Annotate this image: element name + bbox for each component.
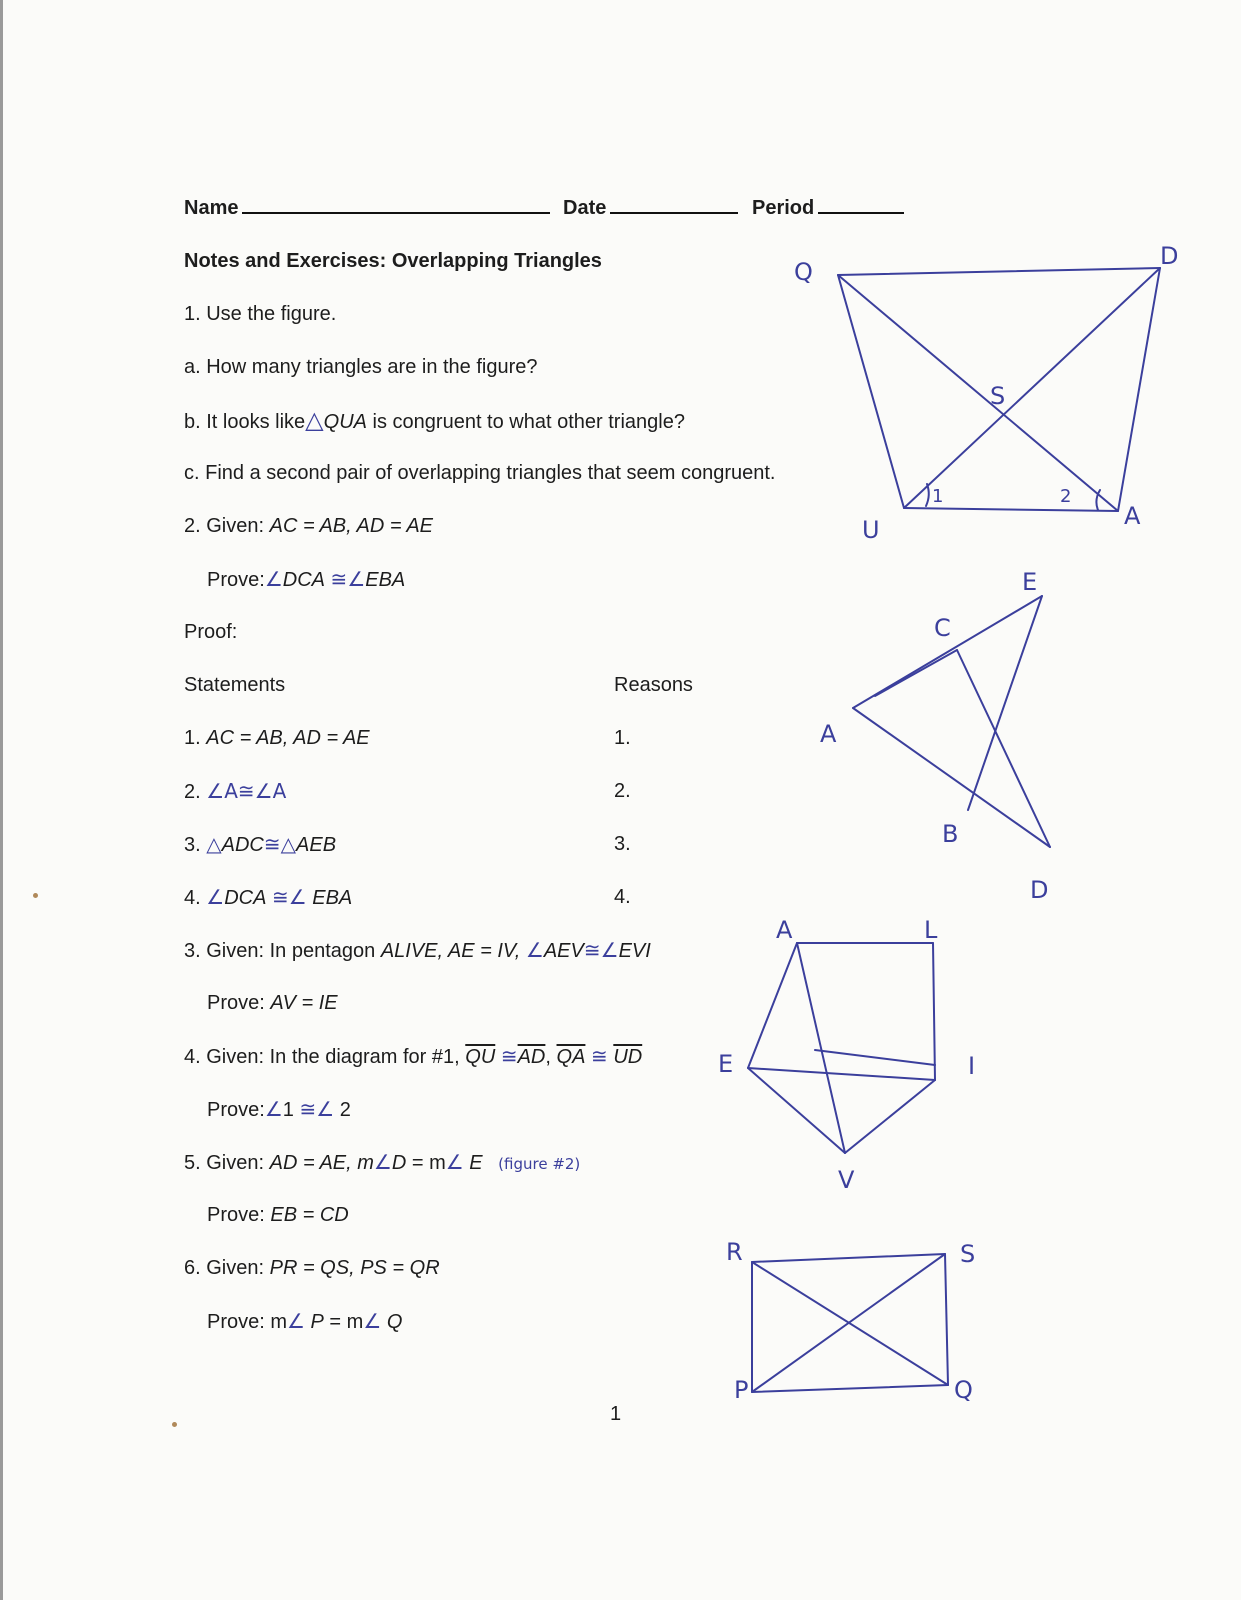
q4-seg4: $\overline{UD}$ — [613, 1046, 643, 1068]
label-I: I — [968, 1052, 976, 1080]
statements-header: Statements — [184, 674, 286, 696]
angle-icon: ∠ — [525, 938, 544, 962]
q1-b-suffix: is congruent to what other triangle? — [366, 411, 685, 433]
proof-reason-2: 2. — [614, 780, 631, 802]
proof-reason-3: 3. — [614, 833, 631, 855]
row-tri-b: AEB — [296, 834, 337, 856]
row-tri-a: ADC — [221, 834, 264, 856]
q3-angle2: EVI — [618, 940, 651, 962]
q1-b-prefix: b. It looks like — [184, 411, 306, 433]
q4-angle2: 2 — [339, 1099, 351, 1121]
congruent-icon: ≅ — [271, 885, 289, 909]
q1-b-sym: QUA — [323, 411, 367, 433]
angle-icon: ∠ — [254, 779, 273, 803]
label-A: A — [1124, 502, 1141, 530]
q4-seg2: $\overline{AD}$ — [517, 1046, 546, 1068]
congruent-icon: ≅ — [583, 938, 601, 962]
q1-c: c. Find a second pair of overlapping triangles that seem congruent. — [184, 462, 776, 484]
angle-icon: ∠ — [373, 1150, 392, 1174]
q3-prove-label: Prove: — [207, 992, 271, 1014]
row-angle-a: A — [224, 779, 238, 803]
name-label: Name — [184, 197, 239, 219]
q6-angle2: Q — [386, 1311, 403, 1333]
q6-given-prefix: 6. Given: — [184, 1257, 270, 1279]
label-Q: Q — [954, 1376, 973, 1404]
row-statement: AC = AB, AD = AE — [206, 727, 370, 749]
label-P: P — [734, 1376, 749, 1404]
congruent-icon: ≅ — [263, 832, 281, 856]
q4-seg1: $\overline{QU}$ — [465, 1046, 496, 1068]
q1-a: a. How many triangles are in the figure? — [184, 356, 538, 378]
figure-4-rectangle — [752, 1254, 948, 1392]
angle-icon: ∠ — [288, 885, 307, 909]
figure-3-pentagon — [748, 943, 935, 1153]
period-label: Period — [752, 197, 815, 219]
label-A: A — [820, 720, 837, 748]
label-B: B — [942, 820, 959, 848]
label-D: D — [1030, 876, 1049, 904]
q2-prove-right: EBA — [365, 569, 406, 591]
row-num: 4. — [184, 887, 201, 909]
q4-given-prefix: 4. Given: In the diagram for #1, — [184, 1046, 466, 1068]
q5-given-eq: AD = AE, m — [269, 1152, 374, 1174]
reasons-header: Reasons — [614, 674, 693, 696]
triangle-icon: △ — [305, 406, 324, 434]
q2-given-label: 2. Given: — [184, 515, 270, 537]
triangle-icon: △ — [206, 832, 222, 856]
q6-angle1: P — [310, 1311, 324, 1333]
label-R: R — [726, 1238, 743, 1266]
q4-given: 4. Given: In the diagram for #1, $\overline{QU}$ $≅\overline{AD}$, $\overline{QA}$ ≅ $\overline{UD}$ — [184, 1044, 643, 1068]
label-U: U — [862, 516, 880, 544]
q6-prove-label: Prove: m — [207, 1311, 288, 1333]
congruent-icon: ≅ — [237, 779, 255, 803]
angle-icon: ∠ — [445, 1150, 464, 1174]
label-E: E — [718, 1050, 734, 1078]
label-1: 1 — [932, 486, 944, 507]
label-V: V — [838, 1166, 855, 1194]
label-2: 2 — [1060, 486, 1072, 507]
q2-prove-label: Prove: — [207, 569, 265, 591]
label-A: A — [776, 916, 793, 944]
proof-reason-4: 4. — [614, 886, 631, 908]
angle-icon: ∠ — [316, 1097, 335, 1121]
q6-prove: Prove: m∠ P = m∠ Q — [207, 1309, 403, 1333]
q3-given-mid: , AE = IV, — [437, 940, 526, 962]
q3-prove-text: AV = IE — [270, 992, 338, 1014]
q1-stem: 1. Use the figure. — [184, 303, 337, 325]
q4-angle1: 1 — [282, 1099, 294, 1121]
label-S: S — [960, 1240, 976, 1268]
angle-icon: ∠ — [363, 1309, 382, 1333]
page-title: Notes and Exercises: Overlapping Triangles — [184, 250, 602, 272]
angle-icon: ∠ — [287, 1309, 305, 1333]
row-num: 1. — [184, 727, 201, 749]
q5-angle1: D — [391, 1152, 407, 1174]
label-Q: Q — [794, 258, 813, 286]
congruent-icon: ≅ — [330, 567, 348, 591]
q3-given-prefix: 3. Given: In pentagon — [184, 940, 381, 962]
angle-icon: ∠ — [206, 885, 225, 909]
row-angle-b: EBA — [312, 887, 353, 909]
congruent-icon: ≅ — [299, 1097, 317, 1121]
q5-prove-label: Prove: — [207, 1204, 271, 1226]
congruent-icon: ≅ — [500, 1044, 518, 1068]
label-E: E — [1022, 568, 1038, 596]
proof-label: Proof: — [184, 621, 238, 643]
angle-icon: ∠ — [600, 938, 619, 962]
q5-prove-text: EB = CD — [270, 1204, 349, 1226]
angle-icon: ∠ — [264, 1097, 283, 1121]
q6-given-text: PR = QS, PS = QR — [269, 1257, 440, 1279]
label-D: D — [1160, 242, 1179, 270]
q2-given-text: AC = AB, AD = AE — [269, 515, 434, 537]
label-S: S — [990, 382, 1006, 410]
q4-prove-label: Prove: — [207, 1099, 265, 1121]
q5-given-prefix: 5. Given: — [184, 1152, 270, 1174]
angle-icon: ∠ — [206, 779, 225, 803]
proof-reason-1: 1. — [614, 727, 631, 749]
q5-note: (figure #2) — [498, 1155, 581, 1173]
row-angle-b: A — [272, 779, 287, 803]
label-C: C — [934, 614, 951, 642]
row-num: 3. — [184, 834, 201, 856]
q5-given: 5. Given: AD = AE, m∠D = m∠ E (figure #2) — [184, 1150, 581, 1174]
row-angle-a: DCA — [224, 887, 267, 909]
date-label: Date — [563, 197, 607, 219]
q4-seg3: $\overline{QA}$ — [556, 1046, 586, 1068]
angle-icon: ∠ — [264, 567, 283, 591]
figure-2-overlapping-triangles — [853, 596, 1050, 847]
q3-angle1: AEV — [543, 940, 584, 962]
page-number: 1 — [610, 1403, 622, 1425]
row-num: 2. — [184, 781, 201, 803]
label-L: L — [924, 916, 938, 944]
q5-angle2: E — [469, 1152, 483, 1174]
q3-pentagon: ALIVE — [380, 940, 438, 962]
q2-prove-left: DCA — [282, 569, 325, 591]
angle-icon: ∠ — [347, 567, 366, 591]
congruent-icon: ≅ — [590, 1044, 608, 1068]
triangle-icon: △ — [280, 832, 297, 856]
